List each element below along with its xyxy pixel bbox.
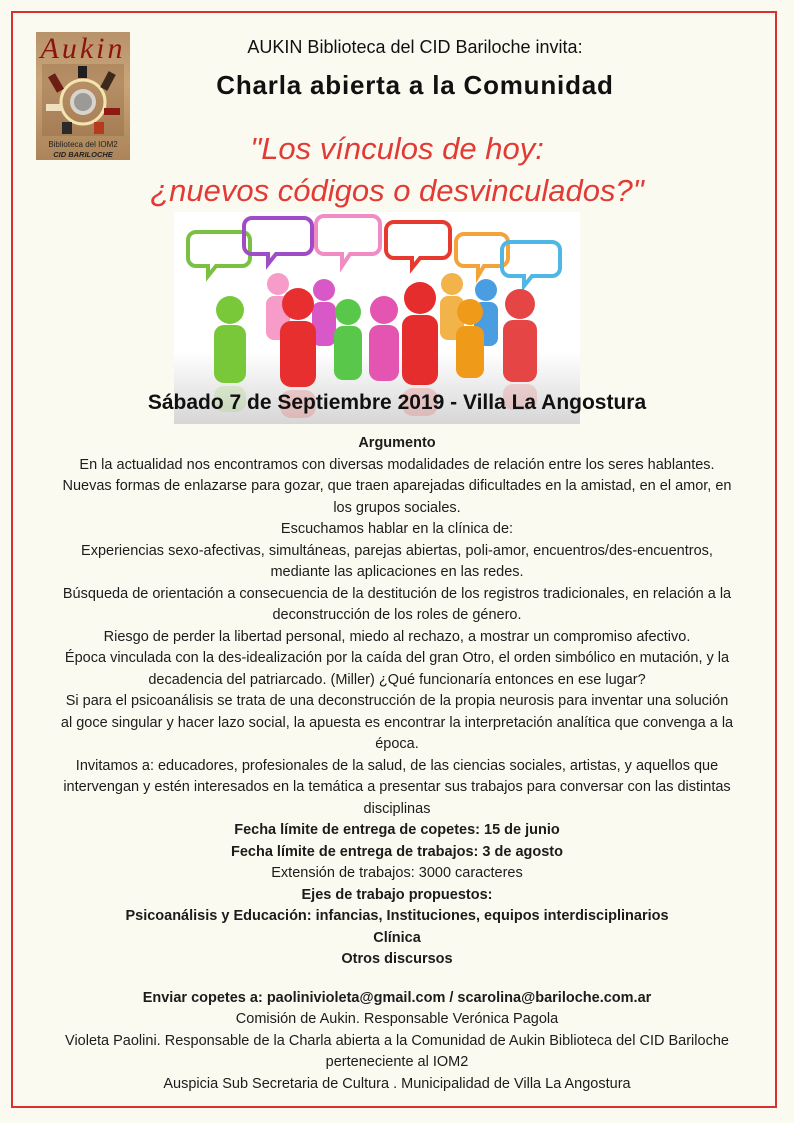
argument-heading: Argumento — [358, 435, 436, 451]
talk-title-line-1: "Los vínculos de hoy: — [250, 131, 544, 166]
length-limit: Extensión de trabajos: 3000 caracteres — [271, 865, 523, 881]
event-type: Charla abierta a la Comunidad — [216, 70, 614, 100]
body-line: Búsqueda de orientación a consecuencia de la destitución de los registros tradicionales, en relación a la — [62, 585, 732, 602]
responsible-line: Violeta Paolini. Responsable de la Charla abierta a la Comunidad de Aukin Biblioteca del CID Bariloche — [65, 1032, 729, 1049]
event-date-place: Sábado 7 de Septiembre 2019 - Villa La Angostura — [147, 391, 647, 414]
spacer — [24, 971, 770, 988]
logo-word: Aukin — [40, 32, 126, 65]
body-line: disciplinas — [363, 800, 431, 817]
logo-caption: Biblioteca del IOM2 — [48, 140, 118, 149]
body-line: Época vinculada con la des-idealización por la caída del gran Otro, el orden simbólico en mutación, y la — [64, 650, 730, 666]
body-line: intervengan y estén interesados en la temática a presentar sus trabajos para conversar con las distintas — [63, 779, 731, 795]
axis-item: Otros discursos — [341, 951, 453, 967]
body-line: Invitamos a: educadores, profesionales de la salud, de las ciencias sociales, artistas, y aquellos que — [75, 757, 719, 774]
body-line: mediante las aplicaciones en las redes. — [270, 564, 524, 580]
body-line: Escuchamos hablar en la clínica de: — [280, 521, 514, 537]
body-line: Nuevas formas de enlazarse para gozar, que traen aparejadas dificultades en la amistad, en el amor, en — [62, 478, 732, 494]
logo-caption-city: CID BARILOCHE — [53, 150, 113, 159]
body-line: Experiencias sexo-afectivas, simultáneas, parejas abiertas, poli-amor, encuentros/des-encuentros, — [81, 542, 713, 559]
body-line: decadencia del patriarcado. (Miller) ¿Qué funcionaría entonces en ese lugar? — [148, 671, 646, 688]
body-line: deconstrucción de los roles de género. — [272, 607, 522, 623]
talk-title-line-2: ¿nuevos códigos o desvinculados?" — [150, 173, 644, 208]
axis-item: Clínica — [373, 929, 421, 946]
argument-section — [24, 433, 770, 1095]
talk-title — [60, 128, 734, 212]
sponsor-line: Auspicia Sub Secretaria de Cultura . Municipalidad de Villa La Angostura — [163, 1075, 631, 1092]
logo-artwork-icon — [42, 64, 124, 136]
deadline-trabajos: Fecha límite de entrega de trabajos: 3 de agosto — [231, 843, 563, 860]
submission-emails: Enviar copetes a: paolinivioleta@gmail.com / scarolina@bariloche.com.ar — [142, 989, 652, 1006]
commission-line: Comisión de Aukin. Responsable Verónica Pagola — [235, 1011, 559, 1027]
body-line: Riesgo de perder la libertad personal, miedo al rechazo, a mostrar un compromiso afectivo. — [103, 628, 691, 645]
body-line: Si para el psicoanálisis se trata de una deconstrucción de la propia neurosis para inventar una solución — [65, 693, 729, 709]
responsible-line: perteneciente al IOM2 — [325, 1054, 469, 1070]
deadline-copetes: Fecha límite de entrega de copetes: 15 de junio — [234, 822, 560, 838]
body-line: En la actualidad nos encontramos con diversas modalidades de relación entre los seres hablantes. — [79, 456, 715, 473]
body-line: los grupos sociales. — [333, 499, 461, 516]
axis-item: Psicoanálisis y Educación: infancias, Instituciones, equipos interdisciplinarios — [125, 908, 669, 924]
body-line: al goce singular y hacer lazo social, la apuesta es encontrar la interpretación analítica que convenga a la — [60, 714, 734, 731]
invite-line: AUKIN Biblioteca del CID Bariloche invita: — [247, 37, 583, 57]
axes-heading: Ejes de trabajo propuestos: — [301, 886, 493, 903]
body-line: época. — [375, 736, 419, 752]
